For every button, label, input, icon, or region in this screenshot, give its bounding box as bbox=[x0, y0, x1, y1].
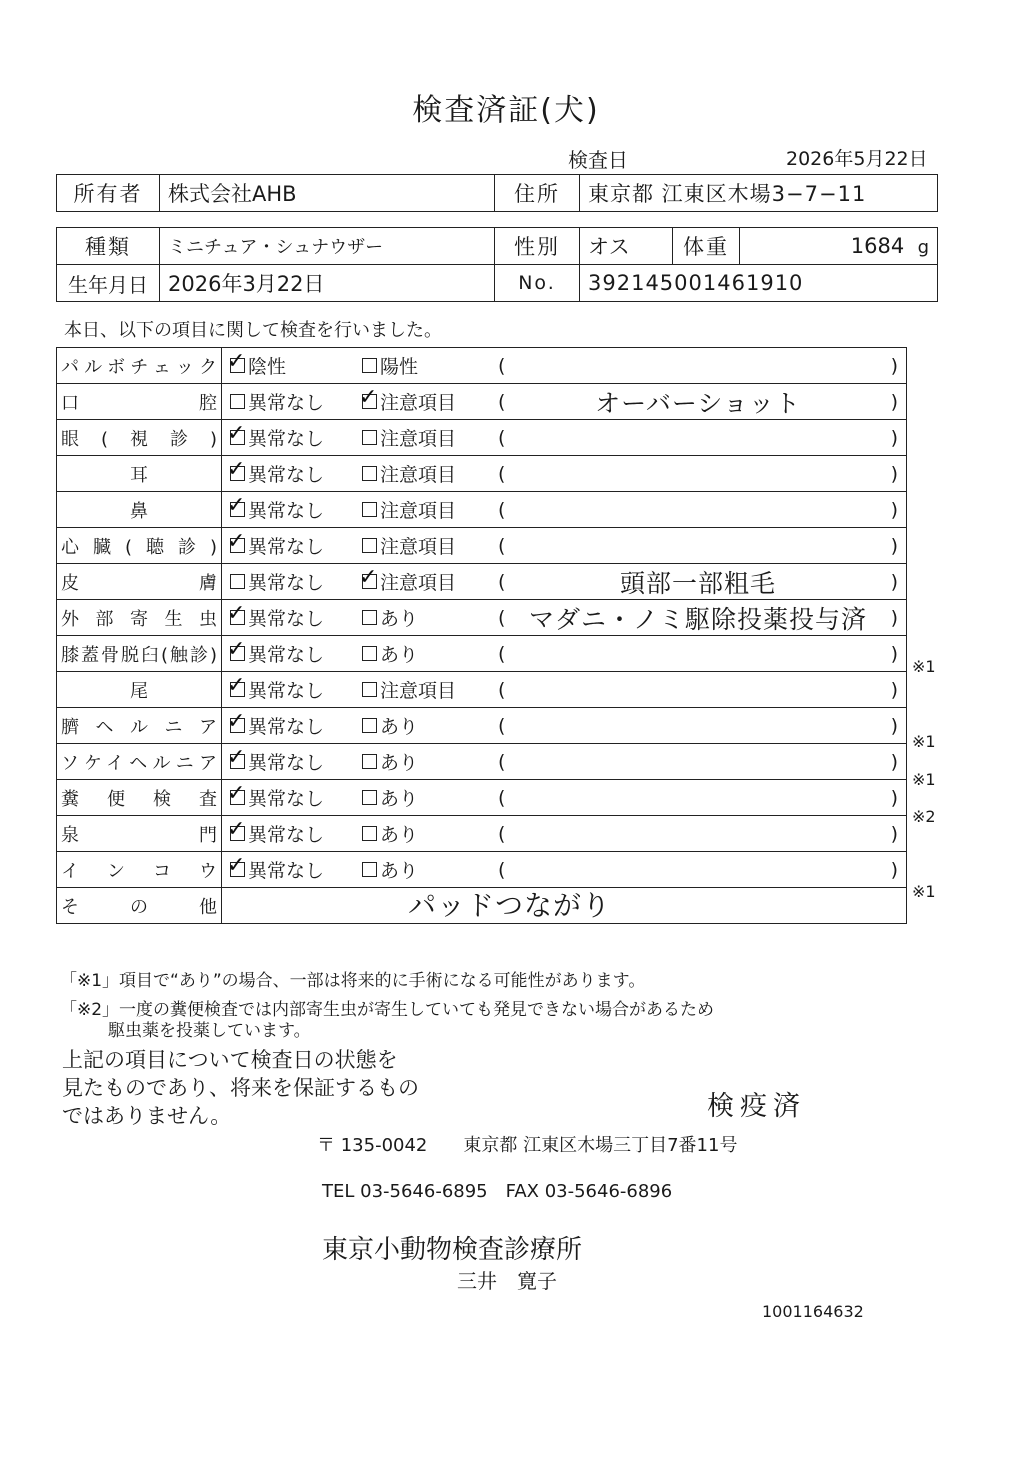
paren-close: ) bbox=[890, 462, 898, 485]
paren-close: ) bbox=[890, 426, 898, 449]
check-item-cell bbox=[57, 384, 222, 420]
option-1-label: 異常なし bbox=[248, 608, 325, 630]
option-2[interactable] bbox=[362, 352, 418, 379]
check-item-label: 耳 bbox=[130, 464, 148, 486]
check-body-cell bbox=[222, 744, 907, 780]
check-row bbox=[57, 780, 907, 816]
checkbox[interactable] bbox=[227, 637, 246, 662]
check-body-cell bbox=[222, 636, 907, 672]
checkbox[interactable] bbox=[227, 493, 246, 518]
paren-close: ) bbox=[890, 750, 898, 773]
option-2-label: あり bbox=[380, 716, 419, 738]
check-item-label: 鼻 bbox=[130, 500, 148, 522]
check-body-cell bbox=[222, 816, 907, 852]
checkbox[interactable] bbox=[230, 394, 245, 409]
check-item-label: 口腔 bbox=[61, 392, 217, 414]
check-mark: ✓ bbox=[227, 529, 246, 554]
paren-close: ) bbox=[890, 534, 898, 557]
checkbox[interactable] bbox=[362, 358, 377, 373]
weight-cell bbox=[740, 228, 938, 265]
option-2-label: あり bbox=[380, 608, 419, 630]
paren-open: ( bbox=[498, 570, 506, 593]
clinic-phone: TEL 03-5646-6895 FAX 03-5646-6896 bbox=[322, 1181, 673, 1202]
option-1-label: 陰性 bbox=[248, 356, 287, 378]
serial-number: 1001164632 bbox=[762, 1302, 864, 1321]
option-2[interactable] bbox=[362, 604, 418, 631]
remark-marker: ※1 bbox=[912, 882, 936, 902]
paren-open: ( bbox=[498, 534, 506, 557]
checkbox[interactable] bbox=[230, 574, 245, 589]
check-row bbox=[57, 744, 907, 780]
check-mark: ✓ bbox=[227, 601, 246, 626]
option-1[interactable] bbox=[230, 568, 324, 595]
owner-value: 株式会社AHB bbox=[160, 175, 495, 212]
check-body-cell bbox=[222, 492, 907, 528]
check-row bbox=[57, 636, 907, 672]
paren-close: ) bbox=[890, 498, 898, 521]
option-1[interactable] bbox=[227, 781, 325, 811]
option-1-label: 異常なし bbox=[248, 716, 325, 738]
footnote-2: 「※2」一度の糞便検査では内部寄生虫が寄生していても発見できない場合があるため bbox=[60, 1000, 715, 1020]
check-mark: ✓ bbox=[227, 817, 246, 842]
check-row bbox=[57, 384, 907, 420]
paren-open: ( bbox=[498, 606, 506, 629]
check-body-cell bbox=[222, 528, 907, 564]
check-row bbox=[57, 600, 907, 636]
check-body-cell bbox=[222, 600, 907, 636]
document-title: 検査済証(犬) bbox=[412, 93, 600, 128]
check-mark: ✓ bbox=[227, 745, 246, 770]
option-1-label: 異常なし bbox=[248, 392, 325, 414]
check-note: 頭部一部粗毛 bbox=[619, 568, 776, 598]
checkbox[interactable] bbox=[362, 430, 377, 445]
check-mark: ✓ bbox=[227, 673, 246, 698]
check-mark: ✓ bbox=[227, 853, 246, 878]
checkbox[interactable] bbox=[362, 862, 377, 877]
vet-name: 三井 寛子 bbox=[457, 1269, 557, 1293]
check-body-cell bbox=[222, 852, 907, 888]
checkbox[interactable] bbox=[362, 502, 377, 517]
check-row bbox=[57, 816, 907, 852]
other-label-cell bbox=[57, 888, 222, 924]
option-2[interactable] bbox=[362, 676, 456, 703]
check-item-label: ソケイヘルニア bbox=[61, 752, 217, 774]
weight-value: 1684 bbox=[850, 234, 905, 258]
option-1-label: 異常なし bbox=[248, 680, 325, 702]
check-item-label: 泉門 bbox=[61, 824, 217, 846]
option-1-label: 異常なし bbox=[248, 824, 325, 846]
check-item-cell bbox=[57, 456, 222, 492]
option-1[interactable] bbox=[227, 745, 325, 775]
option-1[interactable] bbox=[230, 388, 324, 415]
sex-value: オス bbox=[580, 228, 673, 265]
paren-open: ( bbox=[498, 426, 506, 449]
option-2-label: 注意項目 bbox=[380, 428, 457, 450]
option-1-label: 異常なし bbox=[248, 500, 325, 522]
disclaimer-line: 見たものであり、将来を保証するもの bbox=[62, 1076, 419, 1100]
paren-close: ) bbox=[890, 642, 898, 665]
check-note: オーバーショット bbox=[595, 388, 801, 418]
paren-open: ( bbox=[498, 858, 506, 881]
exam-date: 2026年5月22日 bbox=[786, 148, 928, 170]
check-body-cell bbox=[222, 348, 907, 384]
option-1[interactable] bbox=[227, 853, 325, 883]
check-item-label: 心臓(聴診) bbox=[61, 536, 217, 558]
check-mark: ✓ bbox=[227, 493, 246, 518]
check-item-label: 眼(視診) bbox=[61, 428, 217, 450]
remark-marker: ※2 bbox=[912, 807, 936, 827]
option-1-label: 異常なし bbox=[248, 860, 325, 882]
check-body-cell bbox=[222, 708, 907, 744]
checkbox[interactable] bbox=[227, 421, 246, 446]
dob-value: 2026年3月22日 bbox=[160, 265, 495, 302]
paren-close: ) bbox=[890, 390, 898, 413]
checkbox[interactable] bbox=[359, 385, 378, 410]
other-body bbox=[222, 888, 907, 924]
option-2-label: あり bbox=[380, 752, 419, 774]
disclaimer-line: ではありません。 bbox=[62, 1104, 232, 1128]
check-row bbox=[57, 708, 907, 744]
option-2-label: あり bbox=[380, 788, 419, 810]
check-item-cell bbox=[57, 600, 222, 636]
check-item-cell bbox=[57, 780, 222, 816]
weight-label: 体重 bbox=[673, 228, 740, 265]
check-item-cell bbox=[57, 348, 222, 384]
option-2-label: 注意項目 bbox=[380, 464, 457, 486]
check-item-cell bbox=[57, 672, 222, 708]
check-body-cell bbox=[222, 384, 907, 420]
paren-close: ) bbox=[890, 606, 898, 629]
address-label: 住所 bbox=[495, 175, 580, 212]
option-2-label: あり bbox=[380, 644, 419, 666]
remark-marker: ※1 bbox=[912, 656, 936, 676]
option-1[interactable] bbox=[227, 457, 325, 487]
checkbox[interactable] bbox=[227, 745, 246, 770]
option-1[interactable] bbox=[227, 709, 325, 739]
option-2-label: 注意項目 bbox=[380, 680, 457, 702]
option-1-label: 異常なし bbox=[248, 752, 325, 774]
option-2-label: 注意項目 bbox=[380, 572, 457, 594]
option-1[interactable] bbox=[227, 817, 325, 847]
sex-label: 性別 bbox=[495, 228, 580, 265]
check-body-cell bbox=[222, 672, 907, 708]
option-2[interactable] bbox=[362, 424, 456, 451]
check-mark: ✓ bbox=[359, 565, 378, 590]
option-1-label: 異常なし bbox=[248, 428, 325, 450]
intro-text: 本日、以下の項目に関して検査を行いました。 bbox=[64, 320, 442, 341]
check-item-cell bbox=[57, 420, 222, 456]
other-row bbox=[57, 888, 907, 924]
option-2[interactable] bbox=[359, 565, 457, 595]
option-2[interactable] bbox=[359, 385, 457, 415]
paren-close: ) bbox=[890, 714, 898, 737]
paren-open: ( bbox=[498, 786, 506, 809]
option-1[interactable] bbox=[227, 493, 325, 523]
checkbox[interactable] bbox=[227, 601, 246, 626]
paren-close: ) bbox=[890, 786, 898, 809]
remark-marker: ※1 bbox=[912, 732, 936, 751]
remark-marker: ※1 bbox=[912, 769, 936, 789]
option-2-label: あり bbox=[380, 824, 419, 846]
footnote-2-cont: 駆虫薬を投薬しています。 bbox=[108, 1021, 311, 1041]
check-item-cell bbox=[57, 492, 222, 528]
check-row bbox=[57, 348, 907, 384]
check-item-cell bbox=[57, 744, 222, 780]
option-2[interactable] bbox=[362, 532, 456, 559]
check-item-label: 糞便検査 bbox=[61, 788, 217, 810]
other-note: パッドつながり bbox=[408, 889, 612, 922]
check-item-cell bbox=[57, 528, 222, 564]
check-body-cell bbox=[222, 456, 907, 492]
paren-close: ) bbox=[890, 570, 898, 593]
check-item-label: インコウ bbox=[61, 860, 217, 882]
paren-open: ( bbox=[498, 642, 506, 665]
checkbox[interactable] bbox=[362, 790, 377, 805]
option-2[interactable] bbox=[362, 748, 418, 775]
check-item-cell bbox=[57, 852, 222, 888]
paren-open: ( bbox=[498, 354, 506, 377]
option-2[interactable] bbox=[362, 856, 418, 883]
check-row bbox=[57, 456, 907, 492]
checkbox[interactable] bbox=[227, 709, 246, 734]
check-row bbox=[57, 528, 907, 564]
paren-open: ( bbox=[498, 822, 506, 845]
weight-unit: g bbox=[917, 237, 929, 258]
checkbox[interactable] bbox=[227, 817, 246, 842]
check-mark: ✓ bbox=[227, 421, 246, 446]
dob-label: 生年月日 bbox=[57, 265, 160, 302]
check-item-label: 膝蓋骨脱臼(触診) bbox=[61, 644, 217, 666]
checkbox[interactable] bbox=[362, 718, 377, 733]
check-body-cell bbox=[222, 420, 907, 456]
check-item-label: 皮膚 bbox=[61, 572, 217, 594]
option-1[interactable] bbox=[227, 673, 325, 703]
owner-table bbox=[56, 174, 938, 212]
option-1-label: 異常なし bbox=[248, 644, 325, 666]
check-row bbox=[57, 420, 907, 456]
checkbox[interactable] bbox=[359, 565, 378, 590]
check-body-cell bbox=[222, 780, 907, 816]
check-note: マダニ・ノミ駆除投薬投与済 bbox=[528, 604, 867, 634]
checkbox[interactable] bbox=[362, 754, 377, 769]
check-mark: ✓ bbox=[227, 637, 246, 662]
check-item-cell bbox=[57, 636, 222, 672]
check-mark: ✓ bbox=[227, 709, 246, 734]
option-1-label: 異常なし bbox=[248, 536, 325, 558]
checkbox[interactable] bbox=[362, 682, 377, 697]
paren-open: ( bbox=[498, 714, 506, 737]
check-mark: ✓ bbox=[227, 349, 246, 374]
paren-close: ) bbox=[890, 678, 898, 701]
check-row bbox=[57, 564, 907, 600]
checkbox[interactable] bbox=[227, 529, 246, 554]
disclaimer-line: 上記の項目について検査日の状態を bbox=[62, 1048, 398, 1072]
checkbox[interactable] bbox=[362, 646, 377, 661]
checkbox[interactable] bbox=[227, 457, 246, 482]
check-body-cell bbox=[222, 564, 907, 600]
checkbox[interactable] bbox=[227, 349, 246, 374]
quarantine-stamp: 検疫済 bbox=[707, 1091, 806, 1122]
checkbox[interactable] bbox=[227, 673, 246, 698]
option-1-label: 異常なし bbox=[248, 788, 325, 810]
checkbox[interactable] bbox=[227, 853, 246, 878]
option-1-label: 異常なし bbox=[248, 464, 325, 486]
paren-open: ( bbox=[498, 678, 506, 701]
check-row bbox=[57, 672, 907, 708]
option-2[interactable] bbox=[362, 640, 418, 667]
address-value: 東京都 江東区木場3−7−11 bbox=[580, 175, 938, 212]
breed-value: ミニチュア・シュナウザー bbox=[160, 228, 495, 265]
option-2[interactable] bbox=[362, 820, 418, 847]
check-table bbox=[56, 347, 907, 924]
paren-close: ) bbox=[890, 822, 898, 845]
paren-close: ) bbox=[890, 858, 898, 881]
footnote-1: 「※1」項目で“あり”の場合、一部は将来的に手術になる可能性があります。 bbox=[60, 971, 646, 991]
option-2[interactable] bbox=[362, 496, 456, 523]
checkbox[interactable] bbox=[227, 781, 246, 806]
check-item-label: 尾 bbox=[130, 680, 148, 702]
checkbox[interactable] bbox=[362, 538, 377, 553]
check-item-label: 臍ヘルニア bbox=[61, 716, 217, 738]
check-mark: ✓ bbox=[227, 781, 246, 806]
checkbox[interactable] bbox=[362, 610, 377, 625]
no-label: No. bbox=[495, 265, 580, 302]
paren-open: ( bbox=[498, 390, 506, 413]
option-2[interactable] bbox=[362, 460, 456, 487]
option-1[interactable] bbox=[227, 529, 325, 559]
check-mark: ✓ bbox=[359, 385, 378, 410]
check-item-label: 外部寄生虫 bbox=[61, 608, 217, 630]
check-row bbox=[57, 492, 907, 528]
option-1-label: 異常なし bbox=[248, 572, 325, 594]
exam-date-label: 検査日 bbox=[568, 148, 628, 172]
option-1[interactable] bbox=[227, 421, 325, 451]
check-row bbox=[57, 852, 907, 888]
clinic-address: 〒 135-0042 東京都 江東区木場三丁目7番11号 bbox=[317, 1135, 738, 1156]
checkbox[interactable] bbox=[362, 826, 377, 841]
owner-label: 所有者 bbox=[57, 175, 160, 212]
option-2-label: 陽性 bbox=[380, 356, 419, 378]
checkbox[interactable] bbox=[362, 466, 377, 481]
disclaimer bbox=[62, 1046, 419, 1130]
option-1[interactable] bbox=[227, 349, 287, 379]
check-item-cell bbox=[57, 708, 222, 744]
option-2-label: 注意項目 bbox=[380, 536, 457, 558]
clinic-name: 東京小動物検査診療所 bbox=[322, 1235, 583, 1265]
paren-open: ( bbox=[498, 462, 506, 485]
no-value: 392145001461910 bbox=[580, 265, 938, 302]
breed-label: 種類 bbox=[57, 228, 160, 265]
check-item-cell bbox=[57, 816, 222, 852]
check-item-label: パルボチェック bbox=[61, 356, 217, 378]
check-item-cell bbox=[57, 564, 222, 600]
check-mark: ✓ bbox=[227, 457, 246, 482]
option-2-label: あり bbox=[380, 860, 419, 882]
paren-open: ( bbox=[498, 498, 506, 521]
paren-close: ) bbox=[890, 354, 898, 377]
option-2-label: 注意項目 bbox=[380, 392, 457, 414]
option-2[interactable] bbox=[362, 784, 418, 811]
option-1[interactable] bbox=[227, 601, 325, 631]
paren-open: ( bbox=[498, 750, 506, 773]
option-2-label: 注意項目 bbox=[380, 500, 457, 522]
option-1[interactable] bbox=[227, 637, 325, 667]
other-label: その他 bbox=[61, 896, 217, 918]
pet-table bbox=[56, 227, 938, 302]
option-2[interactable] bbox=[362, 712, 418, 739]
